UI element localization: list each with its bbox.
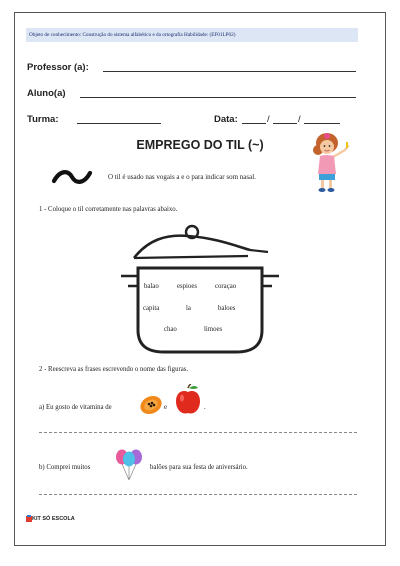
month-line[interactable] (273, 123, 297, 124)
word-limoes: limoes (204, 326, 223, 333)
sentence-a-end: . (204, 404, 206, 411)
sentence-b-end: balões para sua festa de aniversário. (150, 464, 248, 471)
question-1-instruction: 1 - Coloque o til corretamente nas palavras abaixo. (39, 206, 178, 213)
word-la: la (186, 305, 191, 312)
answer-line-b[interactable] (39, 494, 357, 495)
word-balao: balao (144, 283, 159, 290)
data-label: Data: (214, 114, 238, 125)
word-espioes: espioes (177, 283, 198, 290)
apple-icon (174, 384, 202, 416)
aluno-label: Aluno(a) (27, 88, 66, 99)
sentence-b-start: b) Comprei muitos (39, 464, 91, 471)
word-baloes: baloes (218, 305, 236, 312)
word-coracao: coraçao (215, 283, 237, 290)
aluno-line[interactable] (80, 97, 356, 98)
papaya-icon (138, 393, 164, 417)
sentence-a-start: a) Eu gosto de vitamina de (39, 404, 112, 411)
word-chao: chao (164, 326, 177, 333)
turma-label: Turma: (27, 114, 59, 125)
worksheet-title: EMPREGO DO TIL (~) (136, 138, 264, 152)
turma-line[interactable] (77, 123, 161, 124)
year-line[interactable] (304, 123, 340, 124)
girl-illustration (305, 130, 355, 194)
day-line[interactable] (242, 123, 266, 124)
sentence-a-mid: e (164, 404, 168, 411)
tilde-icon (50, 166, 94, 188)
balloons-icon (113, 447, 145, 481)
cooking-pot-icon (118, 224, 282, 356)
date-slash-1: / (267, 114, 270, 125)
til-explanation: O til é usado nas vogais a e o para indicar som nasal. (108, 173, 256, 181)
professor-line[interactable] (103, 71, 356, 72)
professor-label: Professor (a): (27, 62, 89, 73)
date-slash-2: / (298, 114, 301, 125)
question-2-instruction: 2 - Reescreva as frases escrevendo o nome das figuras. (39, 366, 189, 373)
objective-banner: Objeto de conhecimento: Construção do sistema alfabético e da ortografia Habilidade: (EF01LP02) (26, 28, 358, 42)
answer-line-a[interactable] (39, 432, 357, 433)
word-capita: capita (143, 305, 160, 312)
footer-brand: KIT SÓ ESCOLA (32, 516, 75, 522)
